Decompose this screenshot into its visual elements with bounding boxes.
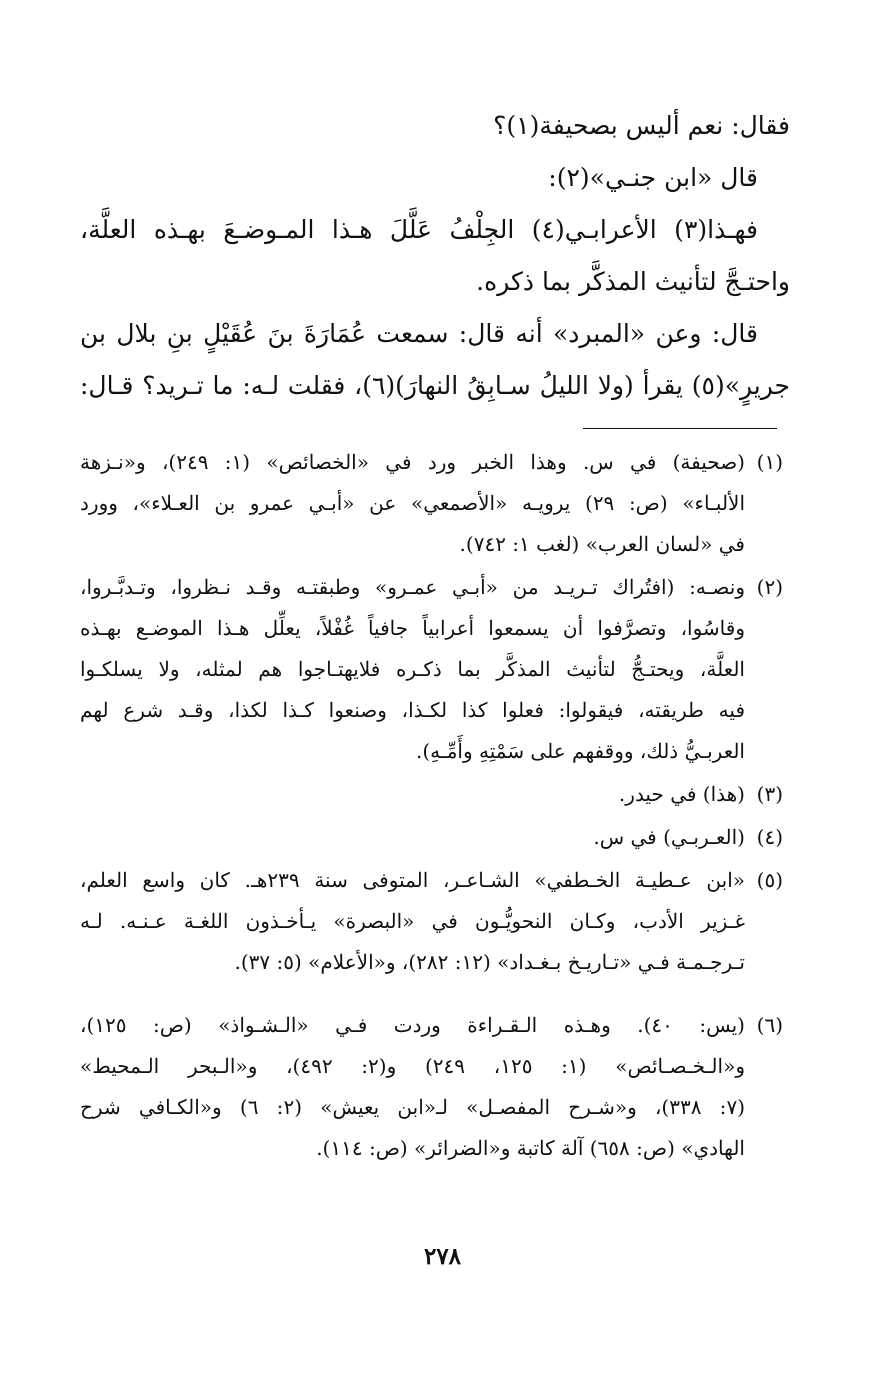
main-line: جريرٍ»(٥) يقرأ (ولا الليلُ سـابِقُ النهارَ)(٦)، فقلت لـه: ما تـريد؟ قـال: <box>80 371 790 400</box>
footnote-number: (٣) <box>756 782 783 806</box>
footnote-line: ونصـه: (افتُراك تـريـد من «أبـي عمـرو» وطبقتـه وقـد نـظروا، وتـدبَّـروا، <box>80 575 745 599</box>
footnote <box>80 442 783 565</box>
footnote-line: (العـربـي) في س. <box>593 825 745 849</box>
footnote <box>80 567 783 772</box>
footnote <box>80 1005 783 1169</box>
footnote-separator <box>583 428 777 429</box>
footnote-number: (٤) <box>756 825 783 849</box>
footnote-number: (١) <box>756 450 783 474</box>
footnote-line: العربـيُّ ذلك، ووقفهم على سَمْتِهِ وأَمِّـهِ). <box>415 739 745 763</box>
footnote-line: في «لسان العرب» (لغب ١: ٧٤٢). <box>459 532 745 556</box>
main-line: واحتـجَّ لتأنيث المذكَّر بما ذكره. <box>476 267 790 296</box>
footnote <box>80 817 783 858</box>
footnote-line: الهادي» (ص: ٦٥٨) آلة كاتبة و«الضرائر» (ص: ١١٤). <box>316 1136 745 1160</box>
main-line: قال «ابن جنـي»(٢): <box>548 163 758 192</box>
main-text <box>80 100 790 412</box>
main-line: قال: وعن «المبرد» أنه قال: سمعت عُمَارَةَ بنَ عُقَيْلٍ بنِ بلال بن <box>80 319 758 348</box>
footnote-number: (٥) <box>756 868 783 892</box>
footnote-line: وقاسُوا، وتصرَّفوا أن يسمعوا أعرابياً جافياً غُفْلاً، يعلِّل هـذا الموضـع بهـذه <box>80 616 745 640</box>
footnote-number: (٢) <box>756 575 783 599</box>
footnote <box>80 774 783 815</box>
footnote-line: فيه طريقته، فيقولوا: فعلوا كذا لكـذا، وصنعوا كـذا لكذا، وقـد شرع لهم <box>80 698 745 722</box>
footnote-line: العلَّة، ويحتـجُّ لتأنيث المذكَّر بما ذكـره فلايهتـاجوا هم لمثله، ولا يسلكـوا <box>80 657 745 681</box>
footnote-line: (يس: ٤٠). وهـذه الـقـراءة وردت فـي «الـشـواذ» (ص: ١٢٥)، <box>80 1013 745 1037</box>
footnote <box>80 860 783 983</box>
main-line: فهـذا(٣) الأعرابـي(٤) الجِلْفُ عَلَّلَ هـذا المـوضـعَ بهـذه العلَّة، <box>80 215 758 244</box>
footnote-number: (٦) <box>756 1013 783 1037</box>
footnote-line: (٧: ٣٣٨)، و«شـرح المفصـل» لـ«ابن يعيش» (٢: ٦) و«الكـافي شرح <box>80 1095 745 1119</box>
main-line: فقال: نعم أليس بصحيفة(١)؟ <box>493 111 790 140</box>
footnotes <box>80 442 783 1171</box>
footnote-line: «ابن عـطيـة الخـطفي» الشـاعـر، المتوفى سنة ٢٣٩هـ. كان واسع العلم، <box>80 868 745 892</box>
footnote-line: و«الـخـصـائص» (١: ١٢٥، ٢٤٩) و(٢: ٤٩٢)، و«الـبحر الـمحيط» <box>80 1054 745 1078</box>
footnote-line: تـرجـمـة فـي «تـاريـخ بـغـداد» (١٢: ٢٨٢)، و«الأعلام» (٥: ٣٧). <box>234 950 745 974</box>
footnote-line: غـزير الأدب، وكـان النحويُّـون في «البصرة» يـأخـذون اللغـة عـنـه. لـه <box>80 909 745 933</box>
footnote-line: الألبـاء» (ص: ٢٩) يرويـه «الأصمعي» عن «أبـي عمرو بن العـلاء»، وورد <box>80 491 746 515</box>
footnote-line: (صحيفة) في س. وهذا الخبر ورد في «الخصائص» (١: ٢٤٩)، و«نـزهة <box>80 450 745 474</box>
page-number: ٢٧٨ <box>423 1243 462 1270</box>
footnote-line: (هذا) في حيدر. <box>618 782 745 806</box>
